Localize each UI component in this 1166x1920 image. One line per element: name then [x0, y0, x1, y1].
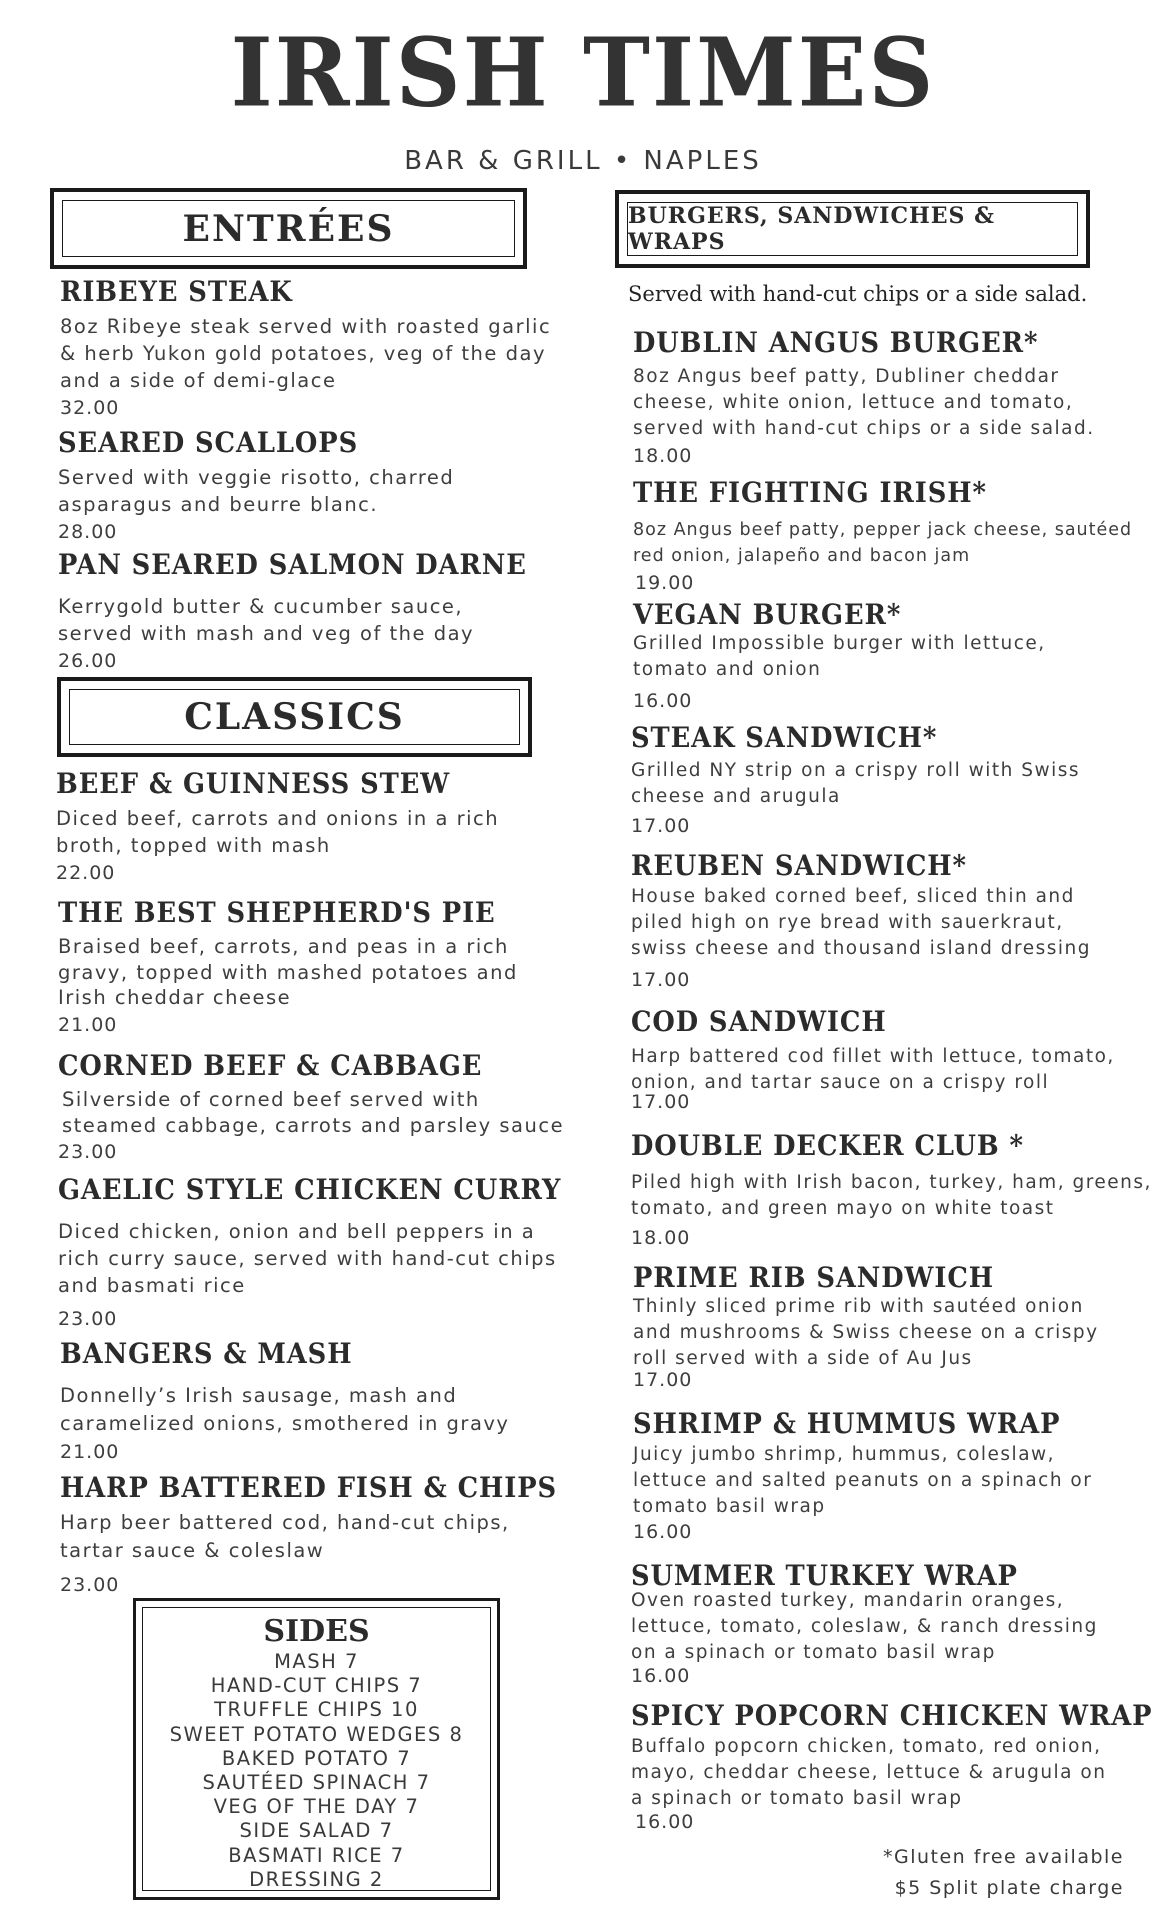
- menu-item: [58, 547, 528, 673]
- burgers-header-box: [615, 190, 1090, 268]
- item-price: 17.00: [631, 1091, 691, 1113]
- item-description: Grilled Impossible burger with lettuce, tomato and onion: [633, 633, 1046, 680]
- item-description: House baked corned beef, sliced thin and piled high on rye bread with sauerkraut, swiss cheese and thousand island dressing: [631, 886, 1091, 959]
- item-description: Diced beef, carrots and onions in a rich broth, topped with mash: [56, 807, 500, 857]
- item-description: Grilled NY strip on a crispy roll with Swiss cheese and arugula: [631, 760, 1081, 807]
- split-plate-note: $5 Split plate charge: [894, 1877, 1124, 1899]
- item-name: REUBEN SANDWICH*: [631, 849, 967, 882]
- menu-item: [633, 325, 1113, 468]
- menu-item: [631, 1128, 1159, 1250]
- side-item: BASMATI RICE 7: [228, 1843, 405, 1867]
- tagline: BAR & GRILL • NAPLES: [404, 146, 762, 176]
- menu-item: [631, 1004, 1131, 1114]
- menu-item: [60, 1470, 560, 1597]
- item-name: DOUBLE DECKER CLUB *: [631, 1129, 1024, 1162]
- item-name: SPICY POPCORN CHICKEN WRAP: [631, 1699, 1153, 1732]
- menu-item: [633, 597, 1093, 713]
- menu-item: [58, 425, 518, 544]
- item-description: Diced chicken, onion and bell peppers in a rich curry sauce, served with hand-cut chips and basmati rice: [58, 1220, 557, 1297]
- side-item: SIDE SALAD 7: [239, 1819, 394, 1843]
- gluten-free-note: *Gluten free available: [882, 1846, 1124, 1868]
- item-price: 21.00: [60, 1441, 120, 1463]
- item-price: 28.00: [58, 521, 118, 543]
- burgers-subtitle: Served with hand-cut chips or a side salad.: [628, 282, 1088, 306]
- item-description: 8oz Angus beef patty, Dubliner cheddar cheese, white onion, lettuce and tomato, served with hand-cut chips or a side salad.: [633, 366, 1095, 439]
- item-description: Buffalo popcorn chicken, tomato, red onion, mayo, cheddar cheese, lettuce & arugula on a spinach or tomato basil wrap: [631, 1736, 1107, 1809]
- item-price: 23.00: [60, 1574, 120, 1596]
- item-description: Harp beer battered cod, hand-cut chips, tartar sauce & coleslaw: [60, 1511, 510, 1562]
- item-price: 16.00: [633, 690, 693, 712]
- menu-item: [60, 1336, 560, 1464]
- item-price: 21.00: [58, 1013, 118, 1036]
- item-name: HARP BATTERED FISH & CHIPS: [60, 1471, 558, 1504]
- side-item: VEG OF THE DAY 7: [213, 1795, 420, 1819]
- item-price: 23.00: [58, 1141, 118, 1163]
- restaurant-logo: IRISH TIMES: [230, 17, 936, 129]
- item-name: COD SANDWICH: [631, 1005, 887, 1038]
- item-price: 17.00: [631, 969, 691, 991]
- item-price: 18.00: [633, 445, 693, 467]
- item-description: Donnelly’s Irish sausage, mash and caramelized onions, smothered in gravy: [60, 1384, 510, 1435]
- burgers-title: BURGERS, SANDWICHES & WRAPS: [627, 202, 1078, 256]
- footer-notes: [883, 1842, 1124, 1904]
- item-name: BEEF & GUINNESS STEW: [56, 767, 451, 800]
- sides-box: [133, 1598, 500, 1900]
- item-name: GAELIC STYLE CHICKEN CURRY: [58, 1173, 562, 1206]
- item-description: 8oz Angus beef patty, pepper jack cheese, sautéed red onion, jalapeño and bacon jam: [633, 520, 1133, 566]
- item-name: DUBLIN ANGUS BURGER*: [633, 326, 1039, 359]
- side-item: DRESSING 2: [249, 1867, 384, 1891]
- entrees-title: ENTRÉES: [62, 200, 515, 257]
- item-description: Braised beef, carrots, and peas in a rich gravy, topped with mashed potatoes and Irish cheddar cheese: [58, 935, 518, 1009]
- item-price: 32.00: [60, 397, 120, 419]
- side-item: HAND-CUT CHIPS 7: [210, 1674, 423, 1698]
- item-description: Oven roasted turkey, mandarin oranges, lettuce, tomato, coleslaw, & ranch dressing on a spinach or tomato basil wrap: [631, 1590, 1098, 1663]
- item-price: 19.00: [635, 572, 695, 594]
- item-price: 16.00: [631, 1665, 691, 1687]
- item-name: PRIME RIB SANDWICH: [633, 1261, 994, 1294]
- menu-item: [631, 848, 1121, 992]
- menu-item: [56, 766, 546, 885]
- menu-item: [631, 1558, 1111, 1688]
- side-item: SWEET POTATO WEDGES 8: [169, 1722, 464, 1746]
- item-name: THE BEST SHEPHERD'S PIE: [58, 896, 496, 929]
- side-item: MASH 7: [274, 1650, 359, 1673]
- item-description: Piled high with Irish bacon, turkey, ham, greens, tomato, and green mayo on white toast: [631, 1172, 1152, 1219]
- item-price: 17.00: [633, 1369, 693, 1391]
- side-item: TRUFFLE CHIPS 10: [214, 1698, 419, 1722]
- menu-item: [633, 1260, 1123, 1392]
- item-description: Juicy jumbo shrimp, hummus, coleslaw, lettuce and salted peanuts on a spinach or tomato basil wrap: [633, 1444, 1093, 1517]
- item-price: 26.00: [58, 650, 118, 672]
- side-item: BAKED POTATO 7: [221, 1746, 412, 1770]
- item-name: PAN SEARED SALMON DARNE: [58, 548, 527, 581]
- menu-item: [58, 1172, 568, 1331]
- item-price: 16.00: [635, 1811, 695, 1833]
- item-price: 17.00: [631, 815, 691, 837]
- item-name: SEARED SCALLOPS: [58, 426, 359, 459]
- menu-item: [633, 1406, 1113, 1544]
- item-name: VEGAN BURGER*: [633, 598, 902, 631]
- menu-item: [631, 720, 1101, 838]
- sides-inner: [142, 1607, 491, 1891]
- classics-header-box: [57, 677, 532, 757]
- entrees-header-box: [50, 188, 527, 269]
- item-name: BANGERS & MASH: [60, 1337, 353, 1370]
- item-name: THE FIGHTING IRISH*: [633, 476, 987, 509]
- item-description: 8oz Ribeye steak served with roasted garlic & herb Yukon gold potatoes, veg of the day and a side of demi-glace: [60, 315, 552, 392]
- item-description: Kerrygold butter & cucumber sauce, served with mash and veg of the day: [58, 595, 475, 645]
- menu-item: [633, 475, 1133, 595]
- item-description: Harp battered cod fillet with lettuce, tomato, onion, and tartar sauce on a crispy roll: [631, 1046, 1115, 1093]
- item-name: SHRIMP & HUMMUS WRAP: [633, 1407, 1061, 1440]
- item-description: Silverside of corned beef served with steamed cabbage, carrots and parsley sauce: [62, 1088, 565, 1137]
- menu-item: [631, 1698, 1153, 1834]
- item-name: SUMMER TURKEY WRAP: [631, 1559, 1018, 1592]
- menu-item: [58, 1048, 578, 1164]
- side-item: SAUTÉED SPINACH 7: [202, 1771, 431, 1795]
- menu-item: [58, 895, 568, 1037]
- menu-item: [60, 274, 560, 420]
- item-price: 23.00: [58, 1308, 118, 1330]
- item-description: Thinly sliced prime rib with sautéed onion and mushrooms & Swiss cheese on a crispy roll served with a side of Au Jus: [633, 1296, 1099, 1369]
- item-name: STEAK SANDWICH*: [631, 721, 938, 754]
- item-price: 16.00: [633, 1521, 693, 1543]
- item-name: CORNED BEEF & CABBAGE: [58, 1049, 483, 1082]
- item-price: 22.00: [56, 862, 116, 884]
- item-name: RIBEYE STEAK: [60, 275, 293, 308]
- item-price: 18.00: [631, 1227, 691, 1249]
- sides-title: SIDES: [263, 1614, 370, 1649]
- item-description: Served with veggie risotto, charred asparagus and beurre blanc.: [58, 466, 455, 516]
- classics-title: CLASSICS: [69, 689, 520, 745]
